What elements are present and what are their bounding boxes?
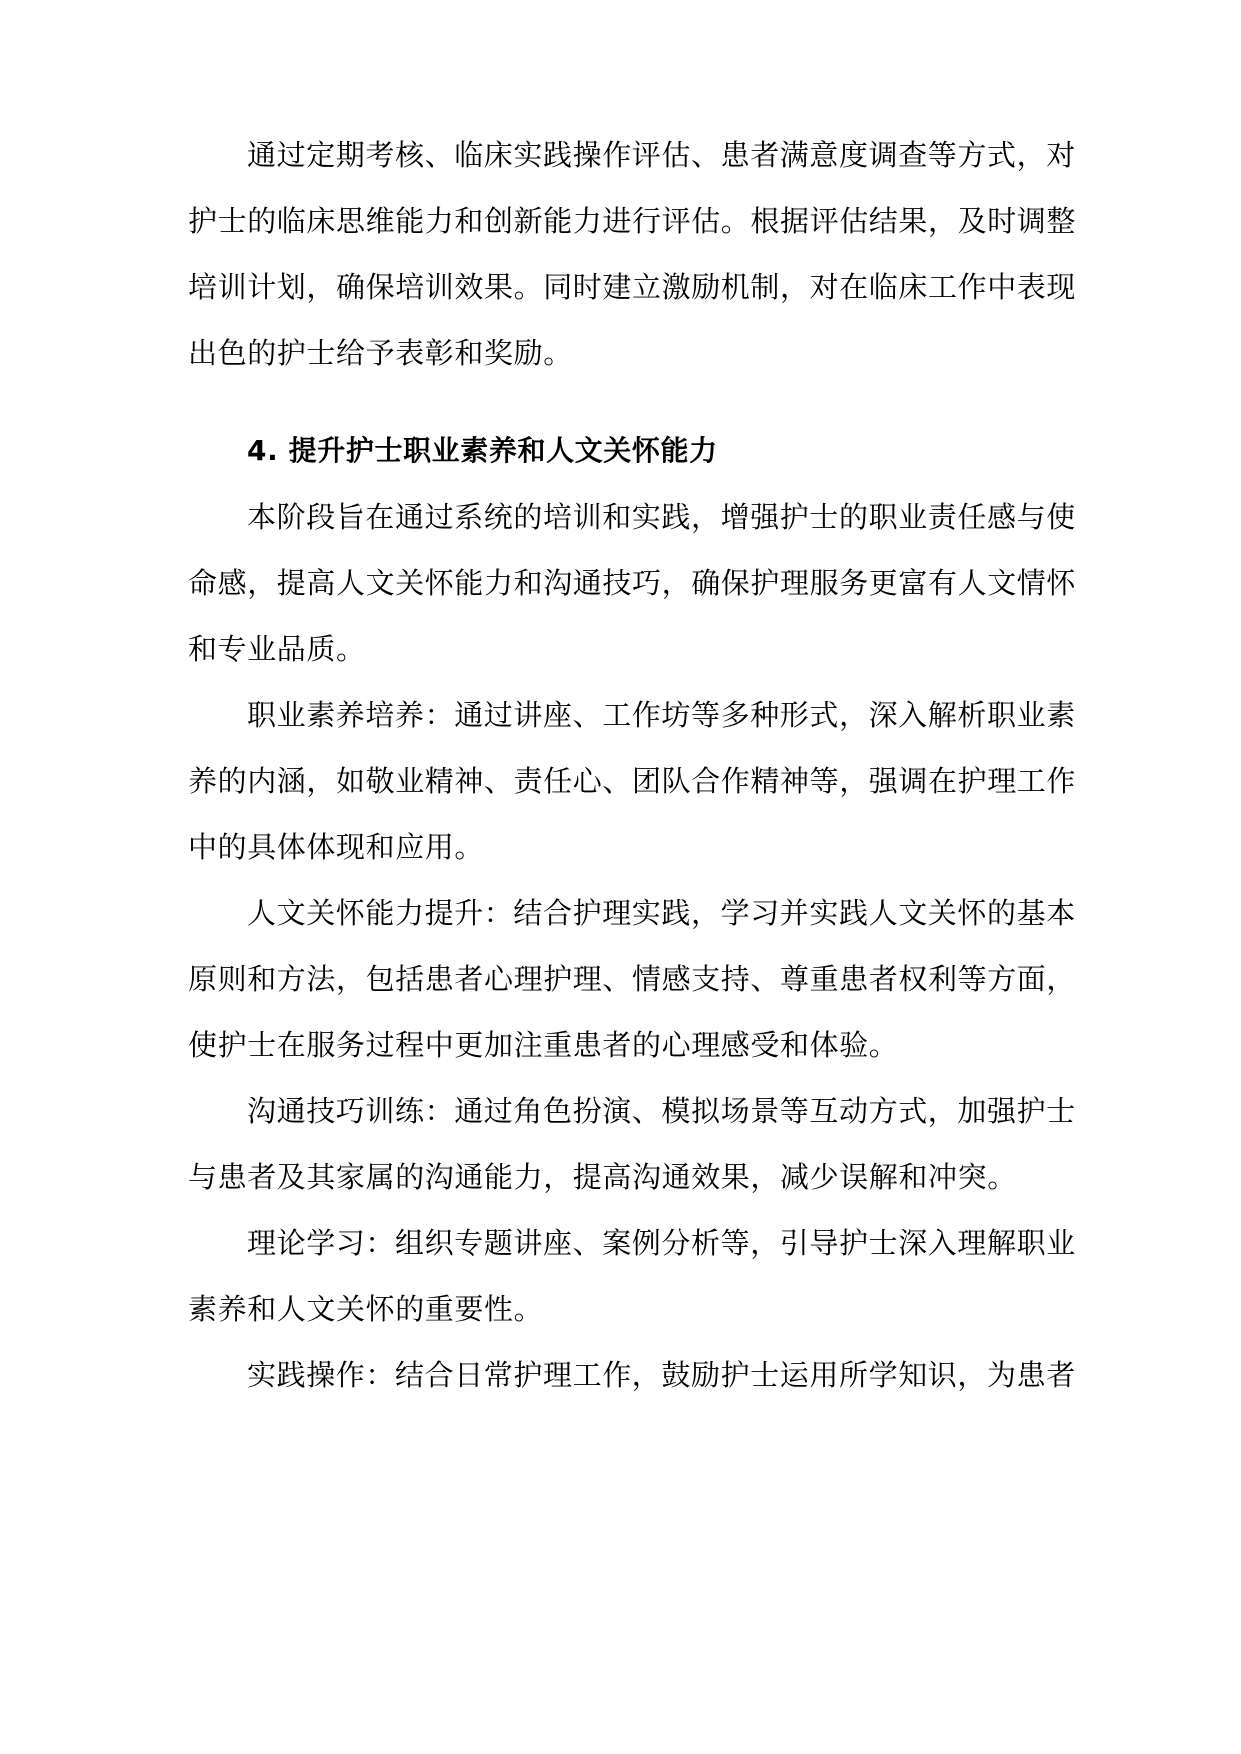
section-heading: 4. 提升护士职业素养和人文关怀能力 [247,434,718,467]
paragraph-line: 护士的临床思维能力和创新能力进行评估。根据评估结果，及时调整 [188,204,1077,238]
paragraph-line: 通过定期考核、临床实践操作评估、患者满意度调查等方式，对 [247,138,1076,172]
paragraph-line: 理论学习：组织专题讲座、案例分析等，引导护士深入理解职业 [247,1226,1076,1260]
paragraph-line: 培训计划，确保培训效果。同时建立激励机制，对在临床工作中表现 [188,270,1077,304]
paragraph-line: 原则和方法，包括患者心理护理、情感支持、尊重患者权利等方面， [188,962,1077,996]
paragraph-line: 中的具体体现和应用。 [188,830,485,864]
paragraph-line: 素养和人文关怀的重要性。 [188,1292,544,1326]
paragraph-line: 本阶段旨在通过系统的培训和实践，增强护士的职业责任感与使 [247,500,1076,534]
paragraph-line: 和专业品质。 [188,632,366,666]
paragraph-line: 实践操作：结合日常护理工作，鼓励护士运用所学知识，为患者 [247,1358,1076,1392]
paragraph-line: 与患者及其家属的沟通能力，提高沟通效果，减少误解和冲突。 [188,1160,1017,1194]
paragraph-line: 沟通技巧训练：通过角色扮演、模拟场景等互动方式，加强护士 [247,1094,1076,1128]
paragraph-line: 养的内涵，如敬业精神、责任心、团队合作精神等，强调在护理工作 [188,764,1077,798]
paragraph-line: 职业素养培养：通过讲座、工作坊等多种形式，深入解析职业素 [247,698,1076,732]
paragraph-line: 出色的护士给予表彰和奖励。 [188,336,573,370]
paragraph-line: 人文关怀能力提升：结合护理实践，学习并实践人文关怀的基本 [247,896,1076,930]
paragraph-line: 命感，提高人文关怀能力和沟通技巧，确保护理服务更富有人文情怀 [188,566,1077,600]
paragraph-line: 使护士在服务过程中更加注重患者的心理感受和体验。 [188,1028,899,1062]
